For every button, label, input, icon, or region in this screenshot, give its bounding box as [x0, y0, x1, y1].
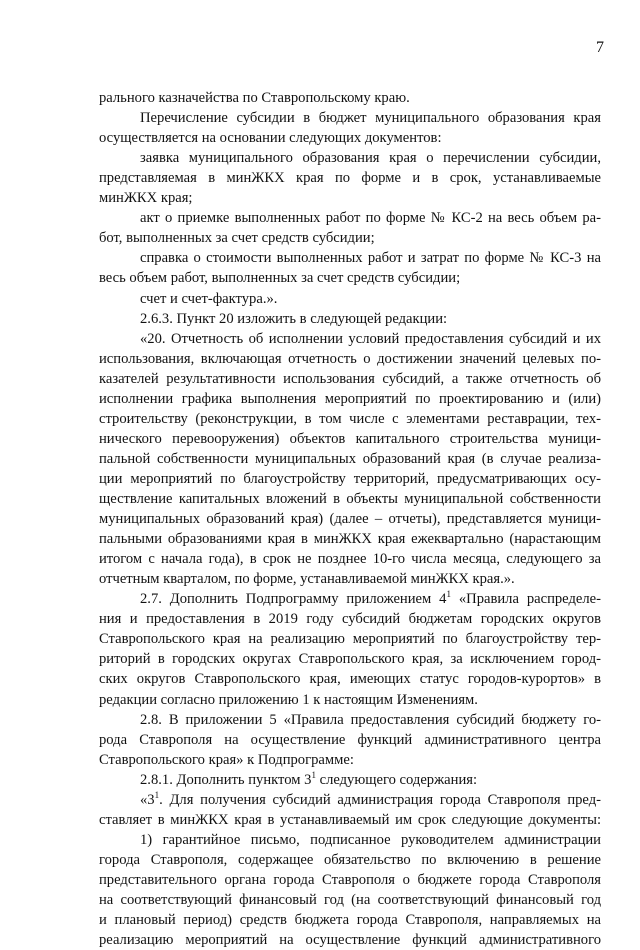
text-line [99, 168, 601, 188]
line-text: пальной собственности муниципальных образований края (в случае реализа- [99, 450, 601, 467]
line-text: представляемая в минЖКХ края по форме и в срок, устанавливаемые [99, 170, 601, 187]
superscript: 1 [446, 589, 451, 600]
text-line [99, 609, 601, 629]
line-text: осуществляется на основании следующих документов: [99, 130, 442, 147]
line-text: весь объем работ, выполненных за счет средств субсидии; [99, 270, 461, 287]
line-text: итогом с начала года), в срок не позднее 10-го числа месяца, следующего за [99, 551, 601, 568]
text-line [99, 850, 601, 870]
text-line [99, 469, 601, 489]
line-text: использования, включающая отчетность о достижении значений целевых по- [99, 350, 601, 367]
text-line [140, 248, 601, 268]
text-line [140, 208, 601, 228]
text-line [140, 309, 601, 329]
line-text: отчетным кварталом, по форме, устанавливаемой минЖКХ края.». [99, 571, 515, 588]
superscript: 1 [311, 769, 316, 780]
superscript: 1 [154, 789, 160, 800]
line-text: исполнении графика выполнения мероприятий по проектированию и (или) [99, 390, 601, 407]
text-line [99, 870, 601, 890]
line-text: рального казначейства по Ставропольскому краю. [99, 90, 410, 106]
line-text: пальными образованиями края в минЖКХ края ежеквартально (нарастающим [99, 531, 601, 548]
text-line [99, 228, 601, 248]
line-text: 2.8. В приложении 5 «Правила предоставления субсидий бюджету го- [140, 711, 601, 728]
text-line [99, 349, 601, 369]
text-line [99, 449, 601, 469]
text-line [99, 268, 601, 288]
text-line [99, 429, 601, 449]
line-text: риторий в городских округах Ставропольского края, за исключением город- [99, 651, 601, 668]
text-line [99, 389, 601, 409]
line-text: города Ставрополя, содержащее обязательство по включению в решение [99, 851, 601, 868]
line-text: акт о приемке выполненных работ по форме № КС-2 на весь объем ра- [140, 210, 601, 227]
text-line [99, 128, 601, 148]
line-text: редакции согласно приложению 1 к настоящим Изменениям. [99, 691, 478, 708]
line-text-continuation: . Для получения субсидий администрация города Ставрополя пред- [159, 791, 601, 808]
text-line [99, 649, 601, 669]
text-line [99, 509, 601, 529]
line-text: Ставропольского края» к Подпрограмме: [99, 751, 354, 768]
line-text: «3 [140, 791, 155, 808]
line-text: ских округов Ставропольского края, имеющих статус городов-курортов» в [99, 671, 601, 688]
line-text: представительного органа города Ставрополя о бюджете города Ставрополя [99, 871, 601, 888]
line-text: строительству (реконструкции, в том числе с элементами реставрации, тех- [99, 410, 601, 427]
line-text: справка о стоимости выполненных работ и затрат по форме № КС-3 на [140, 250, 601, 267]
text-line [140, 108, 601, 128]
line-text: 2.7. Дополнить Подпрограмму приложением 4 [140, 591, 447, 608]
line-text-continuation: следующего содержания: [315, 771, 478, 788]
line-text: ции мероприятий по благоустройству территорий, предусматривающих осу- [99, 470, 601, 487]
line-text: ставляет в минЖКХ края в устанавливаемый им срок следующие документы: [99, 811, 601, 828]
page-number: 7 [596, 39, 604, 56]
text-line [140, 148, 601, 168]
text-line [99, 489, 601, 509]
text-line [99, 750, 601, 770]
line-text: ния и предоставления в 2019 году субсидий бюджетам городских округов [99, 611, 601, 628]
line-text: нического перевооружения) объектов капитального строительства муници- [99, 430, 601, 447]
text-line [99, 369, 601, 389]
text-line [99, 529, 601, 549]
text-line [140, 329, 601, 349]
line-text: 1) гарантийное письмо, подписанное руководителем администрации [140, 831, 601, 848]
line-text: Ставропольского края на реализацию мероприятий по благоустройству тер- [99, 631, 601, 648]
text-line [140, 830, 601, 850]
line-text: 2.8.1. Дополнить пунктом 3 [140, 771, 312, 788]
text-line [140, 710, 601, 730]
line-text: рода Ставрополя на осуществление функций административного центра [99, 731, 601, 748]
line-text-continuation: «Правила распределе- [450, 591, 601, 608]
text-line [99, 930, 601, 950]
text-line [99, 188, 601, 208]
text-line [99, 890, 601, 910]
text-line [140, 770, 601, 790]
text-line [99, 910, 601, 930]
text-line [140, 589, 601, 609]
text-line [99, 409, 601, 429]
line-text: бот, выполненных за счет средств субсидии; [99, 230, 375, 247]
line-text: ществление капитальных вложений в объекты муниципальной собственности [99, 491, 601, 507]
text-line [99, 730, 601, 750]
text-line [99, 690, 601, 710]
line-text: муниципальных образований края) (далее – отчеты), представляется муници- [99, 511, 601, 528]
line-text: счет и счет-фактура.». [140, 290, 278, 307]
line-text: и плановый период) средств бюджета города Ставрополя, направляемых на [99, 912, 601, 929]
text-line [99, 629, 601, 649]
line-text: «20. Отчетность об исполнении условий предоставления субсидий и их [140, 330, 601, 347]
line-text: на соответствующий финансовый год (на соответствующий финансовый год [99, 892, 601, 908]
line-text: реализацию мероприятий на осуществление функций административного [99, 932, 601, 949]
text-line [99, 549, 601, 569]
text-line [99, 669, 601, 689]
line-text: заявка муниципального образования края о перечислении субсидии, [140, 150, 601, 167]
line-text: казателей результативности использования субсидий, а также отчетность об [99, 370, 601, 387]
text-line [99, 810, 601, 830]
text-line [99, 88, 601, 108]
text-line [140, 790, 601, 810]
text-line [99, 569, 601, 589]
text-line [140, 289, 601, 309]
line-text: Перечисление субсидии в бюджет муниципального образования края [140, 110, 601, 127]
line-text: 2.6.3. Пункт 20 изложить в следующей редакции: [140, 310, 448, 327]
line-text: минЖКХ края; [99, 190, 193, 207]
